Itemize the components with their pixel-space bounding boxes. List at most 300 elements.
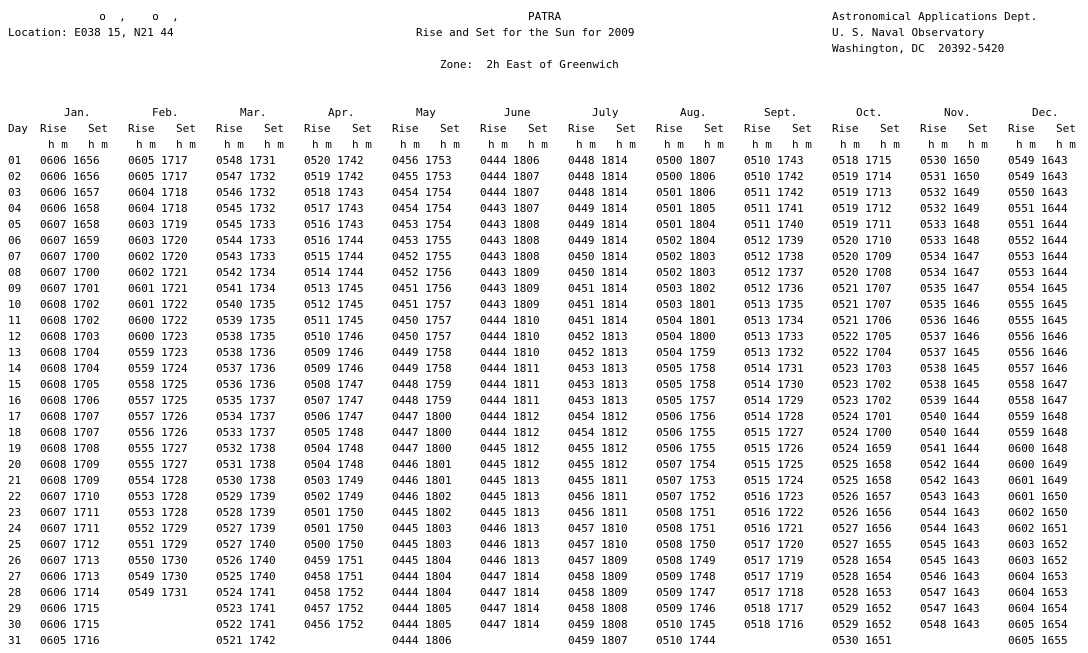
rise-set-cell: 0600 1723 <box>128 330 188 343</box>
set-column-header: Set <box>264 122 284 135</box>
rise-set-cell: 0444 1805 <box>392 602 452 615</box>
rise-set-cell: 0503 1749 <box>304 474 364 487</box>
header-location-symbols: o , o , <box>86 10 179 23</box>
rise-set-cell: 0542 1643 <box>920 474 980 487</box>
set-hm-label: h m <box>352 138 372 151</box>
rise-column-header: Rise <box>480 122 507 135</box>
rise-set-cell: 0549 1643 <box>1008 170 1068 183</box>
rise-set-cell: 0447 1814 <box>480 570 540 583</box>
rise-set-cell: 0530 1738 <box>216 474 276 487</box>
rise-set-cell: 0448 1814 <box>568 170 628 183</box>
day-number: 04 <box>8 202 22 215</box>
rise-set-cell: 0452 1813 <box>568 346 628 359</box>
rise-set-cell: 0451 1756 <box>392 282 452 295</box>
rise-column-header: Rise <box>40 122 67 135</box>
rise-set-cell: 0608 1704 <box>40 346 100 359</box>
rise-set-cell: 0552 1729 <box>128 522 188 535</box>
rise-set-cell: 0444 1810 <box>480 314 540 327</box>
rise-set-cell: 0512 1737 <box>744 266 804 279</box>
rise-set-cell: 0509 1748 <box>656 570 716 583</box>
rise-set-cell: 0607 1658 <box>40 218 100 231</box>
rise-set-cell: 0530 1651 <box>832 634 892 647</box>
rise-set-cell: 0526 1656 <box>832 506 892 519</box>
day-number: 12 <box>8 330 22 343</box>
rise-set-cell: 0542 1734 <box>216 266 276 279</box>
rise-set-cell: 0443 1808 <box>480 250 540 263</box>
rise-set-cell: 0524 1701 <box>832 410 892 423</box>
rise-set-cell: 0529 1652 <box>832 618 892 631</box>
rise-set-cell: 0450 1814 <box>568 250 628 263</box>
rise-set-cell: 0446 1801 <box>392 458 452 471</box>
rise-set-cell: 0516 1722 <box>744 506 804 519</box>
rise-set-cell: 0513 1733 <box>744 330 804 343</box>
rise-set-cell: 0532 1649 <box>920 202 980 215</box>
set-column-header: Set <box>968 122 988 135</box>
rise-hm-label: h m <box>928 138 948 151</box>
rise-set-cell: 0552 1644 <box>1008 234 1068 247</box>
rise-set-cell: 0514 1744 <box>304 266 364 279</box>
rise-set-cell: 0608 1707 <box>40 410 100 423</box>
rise-set-cell: 0510 1742 <box>744 170 804 183</box>
rise-column-header: Rise <box>1008 122 1035 135</box>
rise-set-cell: 0548 1731 <box>216 154 276 167</box>
rise-set-cell: 0604 1653 <box>1008 570 1068 583</box>
rise-set-cell: 0508 1751 <box>656 522 716 535</box>
rise-set-cell: 0444 1812 <box>480 426 540 439</box>
rise-set-cell: 0501 1805 <box>656 202 716 215</box>
rise-set-cell: 0553 1644 <box>1008 250 1068 263</box>
rise-set-cell: 0447 1814 <box>480 618 540 631</box>
rise-hm-label: h m <box>752 138 772 151</box>
rise-set-cell: 0600 1649 <box>1008 458 1068 471</box>
rise-set-cell: 0453 1754 <box>392 218 452 231</box>
rise-set-cell: 0515 1727 <box>744 426 804 439</box>
rise-set-cell: 0516 1723 <box>744 490 804 503</box>
rise-column-header: Rise <box>392 122 419 135</box>
rise-set-cell: 0447 1800 <box>392 426 452 439</box>
rise-set-cell: 0535 1737 <box>216 394 276 407</box>
rise-set-cell: 0502 1803 <box>656 266 716 279</box>
rise-set-cell: 0512 1745 <box>304 298 364 311</box>
rise-set-cell: 0513 1732 <box>744 346 804 359</box>
rise-set-cell: 0503 1802 <box>656 282 716 295</box>
rise-set-cell: 0558 1647 <box>1008 378 1068 391</box>
rise-set-cell: 0604 1718 <box>128 186 188 199</box>
day-number: 21 <box>8 474 22 487</box>
rise-set-cell: 0521 1707 <box>832 298 892 311</box>
rise-set-cell: 0454 1754 <box>392 202 452 215</box>
rise-set-cell: 0526 1740 <box>216 554 276 567</box>
rise-set-cell: 0540 1644 <box>920 410 980 423</box>
rise-set-cell: 0446 1801 <box>392 474 452 487</box>
rise-column-header: Rise <box>656 122 683 135</box>
rise-set-cell: 0445 1813 <box>480 506 540 519</box>
day-number: 02 <box>8 170 22 183</box>
set-column-header: Set <box>88 122 108 135</box>
rise-set-cell: 0517 1719 <box>744 570 804 583</box>
rise-set-cell: 0549 1643 <box>1008 154 1068 167</box>
rise-set-cell: 0507 1754 <box>656 458 716 471</box>
month-header: Feb. <box>152 106 179 119</box>
month-header: May <box>416 106 436 119</box>
rise-set-cell: 0443 1809 <box>480 298 540 311</box>
header-subtitle: Rise and Set for the Sun for 2009 <box>416 26 635 39</box>
rise-set-cell: 0535 1647 <box>920 282 980 295</box>
rise-set-cell: 0456 1811 <box>568 490 628 503</box>
rise-set-cell: 0602 1650 <box>1008 506 1068 519</box>
rise-set-cell: 0514 1731 <box>744 362 804 375</box>
set-hm-label: h m <box>528 138 548 151</box>
rise-set-cell: 0519 1712 <box>832 202 892 215</box>
rise-set-cell: 0547 1732 <box>216 170 276 183</box>
rise-set-cell: 0457 1809 <box>568 554 628 567</box>
rise-set-cell: 0551 1644 <box>1008 202 1068 215</box>
rise-set-cell: 0604 1718 <box>128 202 188 215</box>
rise-set-cell: 0530 1650 <box>920 154 980 167</box>
day-column-header: Day <box>8 122 28 135</box>
day-number: 29 <box>8 602 22 615</box>
rise-set-cell: 0456 1753 <box>392 154 452 167</box>
rise-set-cell: 0517 1719 <box>744 554 804 567</box>
rise-set-cell: 0444 1810 <box>480 346 540 359</box>
rise-set-cell: 0444 1804 <box>392 570 452 583</box>
rise-set-cell: 0605 1654 <box>1008 618 1068 631</box>
rise-set-cell: 0608 1703 <box>40 330 100 343</box>
day-number: 26 <box>8 554 22 567</box>
month-header: Aug. <box>680 106 707 119</box>
rise-set-cell: 0607 1659 <box>40 234 100 247</box>
rise-set-cell: 0549 1731 <box>128 586 188 599</box>
rise-set-cell: 0511 1745 <box>304 314 364 327</box>
rise-set-cell: 0519 1742 <box>304 170 364 183</box>
rise-set-cell: 0511 1742 <box>744 186 804 199</box>
rise-set-cell: 0522 1705 <box>832 330 892 343</box>
rise-set-cell: 0608 1702 <box>40 314 100 327</box>
day-number: 09 <box>8 282 22 295</box>
set-hm-label: h m <box>880 138 900 151</box>
rise-set-cell: 0457 1810 <box>568 538 628 551</box>
day-number: 18 <box>8 426 22 439</box>
rise-set-cell: 0517 1720 <box>744 538 804 551</box>
day-number: 19 <box>8 442 22 455</box>
rise-set-cell: 0446 1813 <box>480 538 540 551</box>
rise-set-cell: 0608 1709 <box>40 458 100 471</box>
rise-set-cell: 0546 1643 <box>920 570 980 583</box>
rise-set-cell: 0548 1643 <box>920 618 980 631</box>
day-number: 11 <box>8 314 22 327</box>
rise-set-cell: 0531 1738 <box>216 458 276 471</box>
rise-set-cell: 0514 1728 <box>744 410 804 423</box>
rise-hm-label: h m <box>1016 138 1036 151</box>
rise-set-cell: 0606 1656 <box>40 170 100 183</box>
rise-set-cell: 0522 1704 <box>832 346 892 359</box>
set-column-header: Set <box>792 122 812 135</box>
rise-set-cell: 0449 1814 <box>568 218 628 231</box>
rise-set-cell: 0608 1702 <box>40 298 100 311</box>
rise-set-cell: 0504 1748 <box>304 442 364 455</box>
rise-set-cell: 0600 1648 <box>1008 442 1068 455</box>
header-org-line2: U. S. Naval Observatory <box>832 26 985 39</box>
rise-set-cell: 0509 1746 <box>304 346 364 359</box>
month-header: July <box>592 106 619 119</box>
rise-set-cell: 0458 1752 <box>304 586 364 599</box>
rise-set-cell: 0457 1810 <box>568 522 628 535</box>
rise-set-cell: 0545 1732 <box>216 202 276 215</box>
rise-set-cell: 0544 1733 <box>216 234 276 247</box>
rise-set-cell: 0454 1812 <box>568 426 628 439</box>
rise-set-cell: 0608 1705 <box>40 378 100 391</box>
month-header: Jan. <box>64 106 91 119</box>
rise-set-cell: 0601 1721 <box>128 282 188 295</box>
rise-set-cell: 0518 1717 <box>744 602 804 615</box>
rise-set-cell: 0506 1755 <box>656 426 716 439</box>
set-column-header: Set <box>880 122 900 135</box>
rise-set-cell: 0458 1809 <box>568 586 628 599</box>
set-hm-label: h m <box>792 138 812 151</box>
rise-set-cell: 0524 1741 <box>216 586 276 599</box>
rise-set-cell: 0539 1735 <box>216 314 276 327</box>
rise-set-cell: 0553 1644 <box>1008 266 1068 279</box>
rise-set-cell: 0558 1725 <box>128 378 188 391</box>
rise-set-cell: 0445 1803 <box>392 522 452 535</box>
rise-set-cell: 0513 1735 <box>744 298 804 311</box>
rise-set-cell: 0445 1812 <box>480 458 540 471</box>
rise-set-cell: 0542 1644 <box>920 458 980 471</box>
rise-set-cell: 0517 1743 <box>304 202 364 215</box>
day-number: 20 <box>8 458 22 471</box>
rise-set-cell: 0606 1657 <box>40 186 100 199</box>
day-number: 15 <box>8 378 22 391</box>
rise-set-cell: 0505 1757 <box>656 394 716 407</box>
rise-set-cell: 0602 1651 <box>1008 522 1068 535</box>
rise-set-cell: 0550 1730 <box>128 554 188 567</box>
set-hm-label: h m <box>264 138 284 151</box>
rise-set-cell: 0443 1809 <box>480 266 540 279</box>
rise-set-cell: 0520 1710 <box>832 234 892 247</box>
rise-set-cell: 0458 1809 <box>568 570 628 583</box>
rise-set-cell: 0545 1643 <box>920 554 980 567</box>
rise-set-cell: 0559 1648 <box>1008 426 1068 439</box>
day-number: 30 <box>8 618 22 631</box>
rise-set-cell: 0559 1648 <box>1008 410 1068 423</box>
rise-set-cell: 0514 1730 <box>744 378 804 391</box>
rise-set-cell: 0607 1711 <box>40 522 100 535</box>
rise-set-cell: 0451 1814 <box>568 298 628 311</box>
rise-set-cell: 0554 1728 <box>128 474 188 487</box>
rise-set-cell: 0458 1808 <box>568 602 628 615</box>
header-location: Location: E038 15, N21 44 <box>8 26 174 39</box>
rise-set-cell: 0607 1700 <box>40 266 100 279</box>
rise-set-cell: 0505 1748 <box>304 426 364 439</box>
rise-set-cell: 0514 1729 <box>744 394 804 407</box>
rise-set-cell: 0453 1755 <box>392 234 452 247</box>
rise-set-cell: 0455 1812 <box>568 458 628 471</box>
rise-set-cell: 0444 1805 <box>392 618 452 631</box>
rise-set-cell: 0523 1702 <box>832 394 892 407</box>
rise-column-header: Rise <box>744 122 771 135</box>
rise-set-cell: 0454 1812 <box>568 410 628 423</box>
rise-set-cell: 0551 1644 <box>1008 218 1068 231</box>
rise-set-cell: 0511 1741 <box>744 202 804 215</box>
month-header: Apr. <box>328 106 355 119</box>
rise-set-cell: 0557 1646 <box>1008 362 1068 375</box>
rise-set-cell: 0527 1739 <box>216 522 276 535</box>
rise-set-cell: 0501 1750 <box>304 506 364 519</box>
rise-set-cell: 0533 1648 <box>920 218 980 231</box>
day-number: 17 <box>8 410 22 423</box>
rise-set-cell: 0517 1718 <box>744 586 804 599</box>
rise-set-cell: 0504 1748 <box>304 458 364 471</box>
rise-set-cell: 0608 1704 <box>40 362 100 375</box>
rise-set-cell: 0510 1743 <box>744 154 804 167</box>
rise-set-cell: 0557 1725 <box>128 394 188 407</box>
rise-set-cell: 0444 1811 <box>480 394 540 407</box>
rise-set-cell: 0608 1707 <box>40 426 100 439</box>
rise-set-cell: 0605 1716 <box>40 634 100 647</box>
rise-set-cell: 0526 1657 <box>832 490 892 503</box>
rise-set-cell: 0518 1716 <box>744 618 804 631</box>
rise-set-cell: 0501 1804 <box>656 218 716 231</box>
rise-set-cell: 0522 1741 <box>216 618 276 631</box>
set-column-header: Set <box>1056 122 1076 135</box>
rise-set-cell: 0606 1714 <box>40 586 100 599</box>
rise-set-cell: 0527 1655 <box>832 538 892 551</box>
set-column-header: Set <box>528 122 548 135</box>
rise-set-cell: 0508 1749 <box>656 554 716 567</box>
rise-set-cell: 0507 1747 <box>304 394 364 407</box>
rise-set-cell: 0448 1814 <box>568 186 628 199</box>
rise-set-cell: 0606 1656 <box>40 154 100 167</box>
set-column-header: Set <box>440 122 460 135</box>
rise-set-cell: 0606 1715 <box>40 618 100 631</box>
rise-set-cell: 0525 1658 <box>832 458 892 471</box>
rise-set-cell: 0515 1724 <box>744 474 804 487</box>
rise-hm-label: h m <box>840 138 860 151</box>
rise-set-cell: 0443 1807 <box>480 202 540 215</box>
rise-set-cell: 0520 1708 <box>832 266 892 279</box>
rise-set-cell: 0508 1750 <box>656 538 716 551</box>
rise-column-header: Rise <box>304 122 331 135</box>
rise-set-cell: 0444 1807 <box>480 186 540 199</box>
rise-set-cell: 0446 1813 <box>480 554 540 567</box>
rise-set-cell: 0447 1814 <box>480 602 540 615</box>
rise-set-cell: 0559 1723 <box>128 346 188 359</box>
rise-set-cell: 0555 1727 <box>128 458 188 471</box>
rise-set-cell: 0516 1744 <box>304 234 364 247</box>
rise-set-cell: 0504 1800 <box>656 330 716 343</box>
day-number: 10 <box>8 298 22 311</box>
rise-set-cell: 0450 1757 <box>392 314 452 327</box>
rise-set-cell: 0539 1644 <box>920 394 980 407</box>
day-number: 13 <box>8 346 22 359</box>
rise-column-header: Rise <box>128 122 155 135</box>
day-number: 31 <box>8 634 22 647</box>
rise-set-cell: 0512 1738 <box>744 250 804 263</box>
header-zone: Zone: 2h East of Greenwich <box>440 58 619 71</box>
rise-set-cell: 0541 1734 <box>216 282 276 295</box>
rise-set-cell: 0444 1806 <box>480 154 540 167</box>
rise-set-cell: 0459 1751 <box>304 554 364 567</box>
set-column-header: Set <box>616 122 636 135</box>
rise-set-cell: 0455 1753 <box>392 170 452 183</box>
set-hm-label: h m <box>440 138 460 151</box>
rise-set-cell: 0445 1804 <box>392 554 452 567</box>
rise-set-cell: 0506 1756 <box>656 410 716 423</box>
rise-set-cell: 0555 1645 <box>1008 298 1068 311</box>
rise-set-cell: 0519 1713 <box>832 186 892 199</box>
rise-set-cell: 0452 1813 <box>568 330 628 343</box>
rise-set-cell: 0444 1811 <box>480 362 540 375</box>
rise-set-cell: 0443 1808 <box>480 218 540 231</box>
rise-set-cell: 0459 1807 <box>568 634 628 647</box>
rise-set-cell: 0524 1700 <box>832 426 892 439</box>
rise-set-cell: 0528 1739 <box>216 506 276 519</box>
rise-set-cell: 0555 1645 <box>1008 314 1068 327</box>
rise-set-cell: 0608 1706 <box>40 394 100 407</box>
rise-set-cell: 0444 1812 <box>480 410 540 423</box>
rise-set-cell: 0520 1742 <box>304 154 364 167</box>
rise-set-cell: 0501 1750 <box>304 522 364 535</box>
rise-set-cell: 0446 1802 <box>392 490 452 503</box>
rise-set-cell: 0521 1742 <box>216 634 276 647</box>
rise-set-cell: 0455 1811 <box>568 474 628 487</box>
rise-set-cell: 0544 1643 <box>920 506 980 519</box>
rise-set-cell: 0536 1646 <box>920 314 980 327</box>
set-hm-label: h m <box>704 138 724 151</box>
set-hm-label: h m <box>176 138 196 151</box>
rise-set-cell: 0536 1736 <box>216 378 276 391</box>
rise-hm-label: h m <box>576 138 596 151</box>
rise-set-cell: 0449 1758 <box>392 362 452 375</box>
month-header: Nov. <box>944 106 971 119</box>
rise-set-cell: 0540 1644 <box>920 426 980 439</box>
rise-set-cell: 0543 1733 <box>216 250 276 263</box>
set-hm-label: h m <box>1056 138 1076 151</box>
day-number: 05 <box>8 218 22 231</box>
rise-set-cell: 0538 1736 <box>216 346 276 359</box>
rise-set-cell: 0606 1658 <box>40 202 100 215</box>
rise-set-cell: 0456 1752 <box>304 618 364 631</box>
rise-set-cell: 0549 1730 <box>128 570 188 583</box>
rise-set-cell: 0525 1658 <box>832 474 892 487</box>
rise-set-cell: 0458 1751 <box>304 570 364 583</box>
rise-set-cell: 0515 1744 <box>304 250 364 263</box>
rise-set-cell: 0508 1751 <box>656 506 716 519</box>
rise-set-cell: 0607 1701 <box>40 282 100 295</box>
rise-set-cell: 0509 1746 <box>304 362 364 375</box>
rise-set-cell: 0507 1753 <box>656 474 716 487</box>
month-header: Oct. <box>856 106 883 119</box>
header-org-line3: Washington, DC 20392-5420 <box>832 42 1005 55</box>
set-hm-label: h m <box>88 138 108 151</box>
rise-hm-label: h m <box>488 138 508 151</box>
rise-set-cell: 0601 1722 <box>128 298 188 311</box>
rise-set-cell: 0521 1706 <box>832 314 892 327</box>
rise-set-cell: 0556 1726 <box>128 426 188 439</box>
day-number: 24 <box>8 522 22 535</box>
rise-column-header: Rise <box>568 122 595 135</box>
month-header: June <box>504 106 531 119</box>
rise-set-cell: 0509 1747 <box>656 586 716 599</box>
rise-set-cell: 0451 1757 <box>392 298 452 311</box>
header-org-line1: Astronomical Applications Dept. <box>832 10 1038 23</box>
rise-set-cell: 0447 1814 <box>480 586 540 599</box>
rise-hm-label: h m <box>664 138 684 151</box>
rise-set-cell: 0506 1747 <box>304 410 364 423</box>
rise-set-cell: 0511 1740 <box>744 218 804 231</box>
rise-set-cell: 0504 1759 <box>656 346 716 359</box>
rise-set-cell: 0512 1739 <box>744 234 804 247</box>
